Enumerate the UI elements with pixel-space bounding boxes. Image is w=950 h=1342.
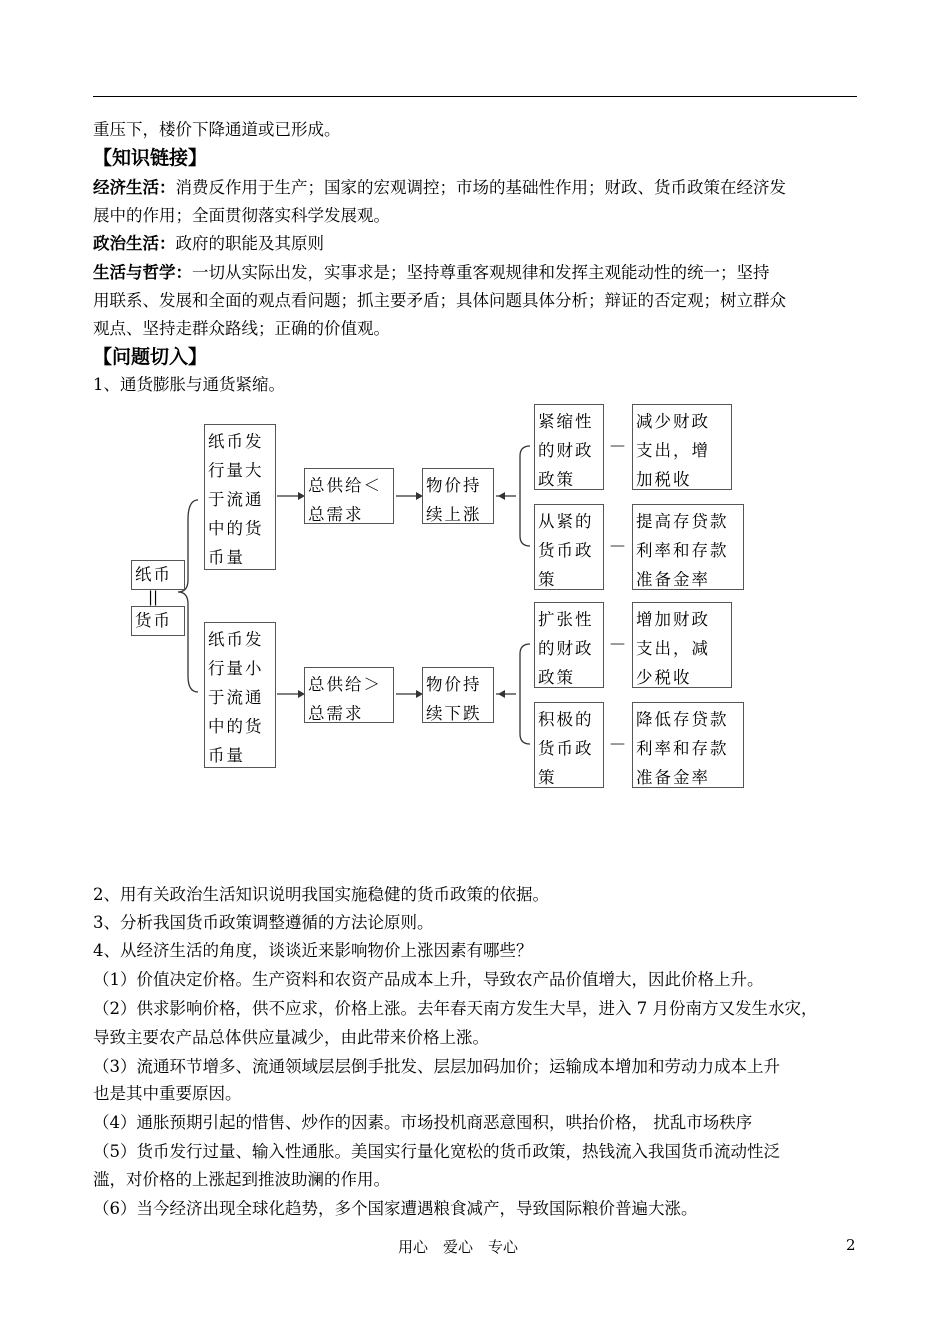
answer-6: （6）当今经济出现全球化趋势，多个国家遭遇粮食减产，导致国际粮价普遍大涨。 [93,1199,698,1218]
answer-1: （1）价值决定价格。生产资料和农资产品成本上升，导致农产品价值增大，因此价格上升。 [93,970,764,989]
knowledge-heading: 【知识链接】 [93,147,208,169]
question-3: 3、分析我国货币政策调整遵循的方法论原则。 [93,913,434,932]
top-line: 重压下，楼价下降通道或已形成。 [93,120,341,139]
philosophy-line-2: 用联系、发展和全面的观点看问题；抓主要矛盾；具体问题具体分析；辩证的否定观；树立群众 [93,291,786,310]
dash-4: — [610,734,625,752]
question-1: 1、通货膨胀与通货紧缩。 [93,375,285,394]
bottom-fiscal-measure-box: 增加财政支出，减少税收 [632,602,732,688]
politics-text: 政府的职能及其原则 [175,234,324,253]
money-box: 货币 [131,606,185,636]
top-fiscal-measure-box: 减少财政支出，增加税收 [632,404,732,490]
answer-5-line-2: 滥，对价格的上涨起到推波助澜的作用。 [93,1170,390,1189]
dash-1: — [610,436,625,454]
top-fiscal-box: 紧缩性的财政政策 [534,404,604,490]
page-number: 2 [846,1236,856,1254]
economic-line-2: 展中的作用；全面贯彻落实科学发展观。 [93,206,390,225]
equal-mark: || [148,588,159,606]
answer-2-line-1: （2）供求影响价格，供不应求，价格上涨。去年春天南方发生大旱，进入 7 月份南方又发生水灾， [93,999,818,1018]
philosophy-line-3: 观点、坚持走群众路线；正确的价值观。 [93,319,390,338]
top-monetary-measure-box: 提高存贷款利率和存款准备金率 [632,504,744,590]
dash-3: — [610,634,625,652]
dash-2: — [610,536,625,554]
bottom-result-box: 物价持续下跌 [422,667,494,723]
economic-label: 经济生活： [93,178,176,197]
bottom-monetary-measure-box: 降低存贷款利率和存款准备金率 [632,702,744,788]
answer-3-line-1: （3）流通环节增多、流通领域层层倒手批发、层层加码加价；运输成本增加和劳动力成本上升 [93,1057,780,1076]
top-monetary-box: 从紧的货币政策 [534,504,604,590]
philosophy-text-1: 一切从实际出发，实事求是；坚持尊重客观规律和发挥主观能动性的统一；坚持 [192,263,770,282]
bottom-fiscal-box: 扩张性的财政政策 [534,602,604,688]
economic-text-1: 消费反作用于生产；国家的宏观调控；市场的基础性作用；财政、货币政策在经济发 [175,178,786,197]
politics-label: 政治生活： [93,234,176,253]
answer-5-line-1: （5）货币发行过量、输入性通胀。美国实行量化宽松的货币政策，热钱流入我国货币流动性泛 [93,1142,780,1161]
philosophy-label: 生活与哲学： [93,263,192,282]
answer-2-line-2: 导致主要农产品总体供应量减少，由此带来价格上涨。 [93,1028,489,1047]
answer-3-line-2: 也是其中重要原因。 [93,1084,242,1103]
top-result-box: 物价持续上涨 [422,468,494,524]
bottom-monetary-box: 积极的货币政策 [534,702,604,788]
paper-money-box: 纸币 [131,560,185,590]
question-4: 4、从经济生活的角度，谈谈近来影响物价上涨因素有哪些？ [93,941,533,960]
answer-4: （4）通胀预期引起的惜售、炒作的因素。市场投机商恶意囤积，哄抬价格， 扰乱市场秩序 [93,1113,753,1132]
problem-heading: 【问题切入】 [93,346,208,368]
bottom-cause-box: 纸币发行量小于流通中的货币量 [204,622,276,768]
question-2: 2、用有关政治生活知识说明我国实施稳健的货币政策的依据。 [93,885,549,904]
footer-motto: 用心 爱心 专心 [398,1238,519,1256]
bottom-supply-box: 总供给＞总需求 [304,667,394,723]
top-cause-box: 纸币发行量大于流通中的货币量 [204,424,276,570]
top-supply-box: 总供给＜总需求 [304,468,394,524]
